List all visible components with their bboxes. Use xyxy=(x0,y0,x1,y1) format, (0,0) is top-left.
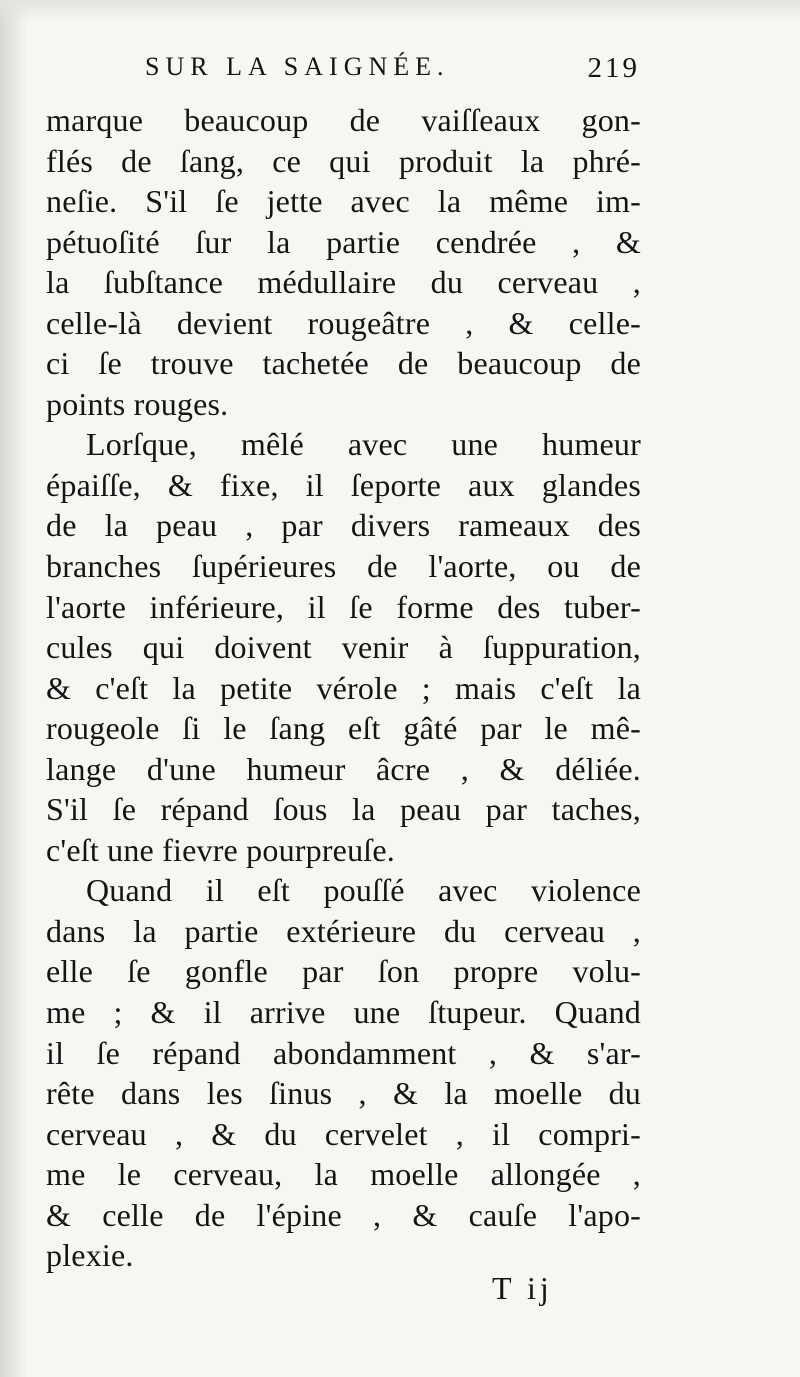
text-line: & celle de l'épine , & cauſe l'apo- xyxy=(46,1196,641,1233)
text-line: la ſubſtance médullaire du cerveau , xyxy=(46,264,641,301)
text-line: pétuoſité ſur la partie cendrée , & xyxy=(46,223,641,260)
text-line: l'aorte inférieure, il ſe forme des tuber- xyxy=(46,588,641,625)
text-line: c'eſt une fievre pourpreuſe. xyxy=(46,831,395,868)
running-head: SUR LA SAIGNÉE. xyxy=(145,52,450,81)
text-line: me le cerveau, la moelle allongée , xyxy=(46,1156,641,1193)
text-line: S'il ſe répand ſous la peau par taches, xyxy=(46,791,641,828)
text-line: épaiſſe, & fixe, il ſeporte aux glandes xyxy=(46,466,641,503)
text-line: & c'eſt la petite vérole ; mais c'eſt la xyxy=(46,669,641,706)
text-line: plexie. xyxy=(46,1237,134,1274)
text-line: Lorſque, mêlé avec une humeur xyxy=(86,426,641,463)
text-line: rougeole ſi le ſang eſt gâté par le mê- xyxy=(46,710,641,747)
page-header xyxy=(145,52,640,92)
text-line: Quand il eſt pouſſé avec violence xyxy=(86,872,641,909)
signature-mark: T ij xyxy=(492,1270,553,1306)
page-number: 219 xyxy=(587,52,640,84)
text-line: neſie. S'il ſe jette avec la même im- xyxy=(46,183,641,220)
body-text xyxy=(46,100,641,1276)
text-line: de la peau , par divers rameaux des xyxy=(46,507,641,544)
page-edge-shadow xyxy=(0,0,28,1377)
text-line: ci ſe trouve tachetée de beaucoup de xyxy=(46,345,641,382)
text-line: rête dans les ſinus , & la moelle du xyxy=(46,1075,641,1112)
text-line: me ; & il arrive une ſtupeur. Quand xyxy=(46,994,641,1031)
text-line: dans la partie extérieure du cerveau , xyxy=(46,912,641,949)
text-line: points rouges. xyxy=(46,385,229,422)
text-line: cules qui doivent venir à ſuppuration, xyxy=(46,629,641,666)
text-line: cerveau , & du cervelet , il compri- xyxy=(46,1115,641,1152)
text-line: lange d'une humeur âcre , & déliée. xyxy=(46,750,641,787)
page-top-shadow xyxy=(0,0,800,22)
text-line: celle-là devient rougeâtre , & celle- xyxy=(46,304,641,341)
text-line: flés de ſang, ce qui produit la phré- xyxy=(46,142,641,179)
text-line: elle ſe gonfle par ſon propre volu- xyxy=(46,953,641,990)
text-line: il ſe répand abondamment , & s'ar- xyxy=(46,1034,641,1071)
text-line: marque beaucoup de vaiſſeaux gon- xyxy=(46,102,641,138)
text-line: branches ſupérieures de l'aorte, ou de xyxy=(46,548,641,585)
